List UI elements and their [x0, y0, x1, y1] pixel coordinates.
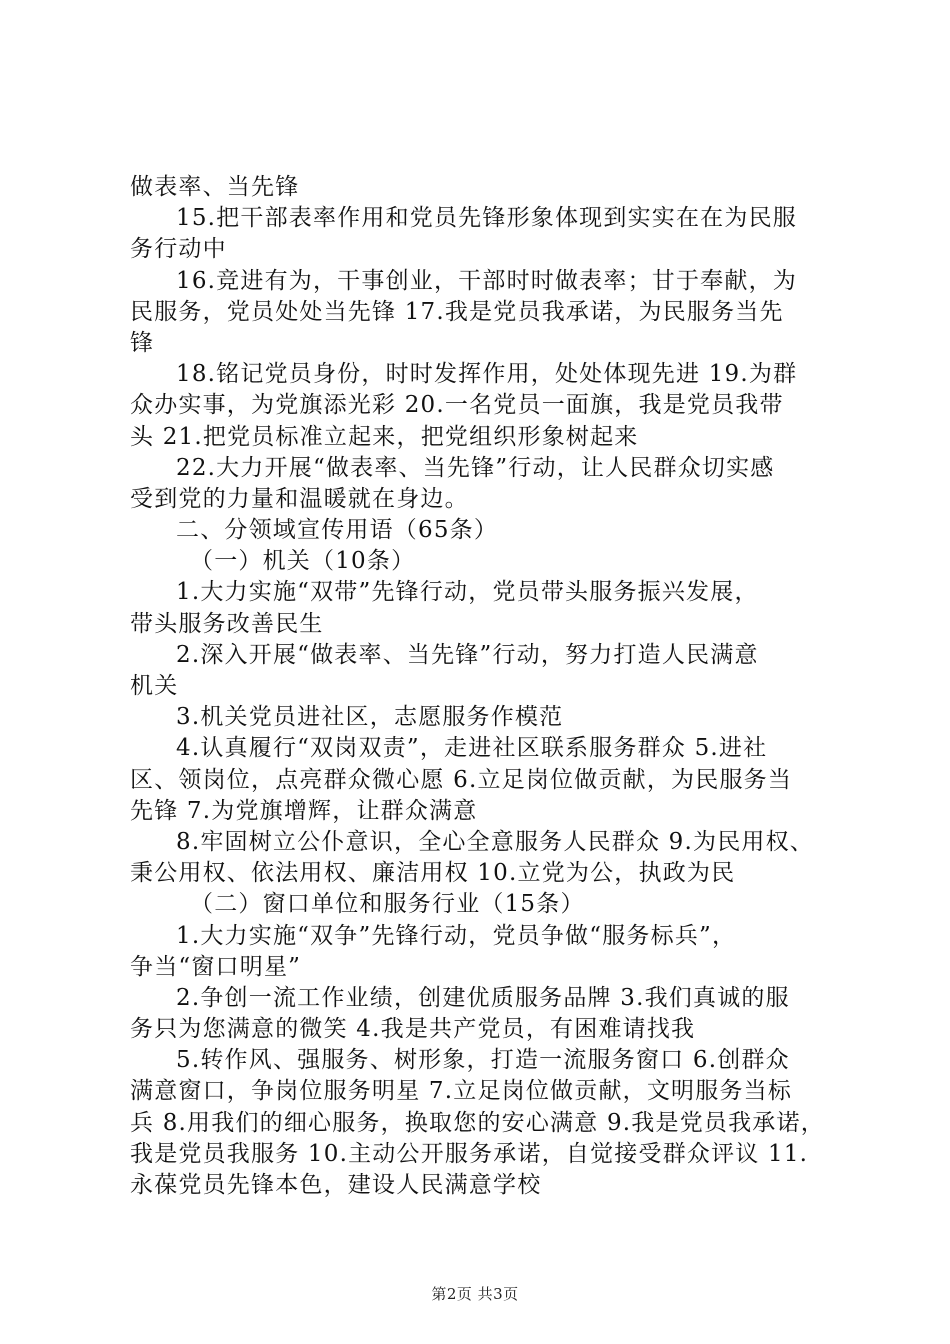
text-line: 众办实事，为党旗添光彩 20.一名党员一面旗，我是党员我带 — [130, 392, 784, 419]
text-line: 区、领岗位，点亮群众微心愿 6.立足岗位做贡献，为民服务当 — [130, 766, 793, 793]
text-line: 先锋 7.为党旗增辉，让群众满意 — [130, 797, 478, 824]
subsection-heading: （二）窗口单位和服务行业（15条） — [190, 891, 585, 918]
body-text — [130, 172, 830, 1201]
text-line: 满意窗口，争岗位服务明星 7.立足岗位做贡献，文明服务当标 — [130, 1078, 793, 1105]
text-line: 头 21.把党员标准立起来，把党组织形象树起来 — [130, 423, 639, 450]
text-line: 秉公用权、依法用权、廉洁用权 10.立党为公，执政为民 — [130, 860, 736, 887]
text-line: 争当“窗口明星” — [130, 953, 302, 980]
text-line: 永葆党员先锋本色，建设人民满意学校 — [130, 1172, 542, 1198]
text-line: 15.把干部表率作用和党员先锋形象体现到实实在在为民服 — [176, 205, 797, 232]
text-line: 带头服务改善民生 — [130, 610, 324, 637]
text-line: 22.大力开展“做表率、当先锋”行动，让人民群众切实感 — [176, 454, 775, 481]
text-line: 18.铭记党员身份，时时发挥作用，处处体现先进 19.为群 — [176, 361, 798, 388]
text-line: 务只为您满意的微笑 4.我是共产党员，有困难请找我 — [130, 1016, 696, 1043]
text-line: 兵 8.用我们的细心服务，换取您的安心满意 9.我是党员我承诺， — [130, 1109, 825, 1136]
text-line: 机关 — [130, 673, 179, 699]
page-number: 第2页 — [431, 1285, 473, 1303]
text-line: 3.机关党员进社区，志愿服务作模范 — [176, 704, 564, 731]
text-line: 4.认真履行“双岗双责”，走进社区联系服务群众 5.进社 — [176, 735, 768, 762]
text-line: 5.转作风、强服务、树形象，打造一流服务窗口 6.创群众 — [176, 1047, 790, 1074]
text-line: 受到党的力量和温暖就在身边。 — [130, 485, 469, 512]
subsection-heading: （一）机关（10条） — [190, 548, 416, 575]
text-line: 1.大力实施“双带”先锋行动，党员带头服务振兴发展， — [176, 579, 759, 606]
text-line: 锋 — [130, 329, 155, 356]
text-line: 务行动中 — [130, 236, 227, 263]
text-line: 8.牢固树立公仆意识，全心全意服务人民群众 9.为民用权、 — [176, 828, 814, 855]
text-line: 2.争创一流工作业绩，创建优质服务品牌 3.我们真诚的服 — [176, 984, 790, 1011]
text-line: 民服务，党员处处当先锋 17.我是党员我承诺，为民服务当先 — [130, 298, 784, 325]
section-heading: 二、分领域宣传用语（65条） — [176, 517, 499, 544]
text-line: 1.大力实施“双争”先锋行动，党员争做“服务标兵”， — [176, 922, 737, 949]
text-line: 我是党员我服务 10.主动公开服务承诺，自觉接受群众评议 11. — [130, 1140, 809, 1167]
text-line: 2.深入开展“做表率、当先锋”行动，努力打造人民满意 — [176, 641, 759, 668]
text-line: 16.竞进有为，干事创业，干部时时做表率；甘于奉献，为 — [176, 267, 797, 294]
text-line: 做表率、当先锋 — [130, 174, 300, 200]
page-total: 共3页 — [477, 1285, 519, 1303]
page-footer — [0, 1283, 950, 1304]
